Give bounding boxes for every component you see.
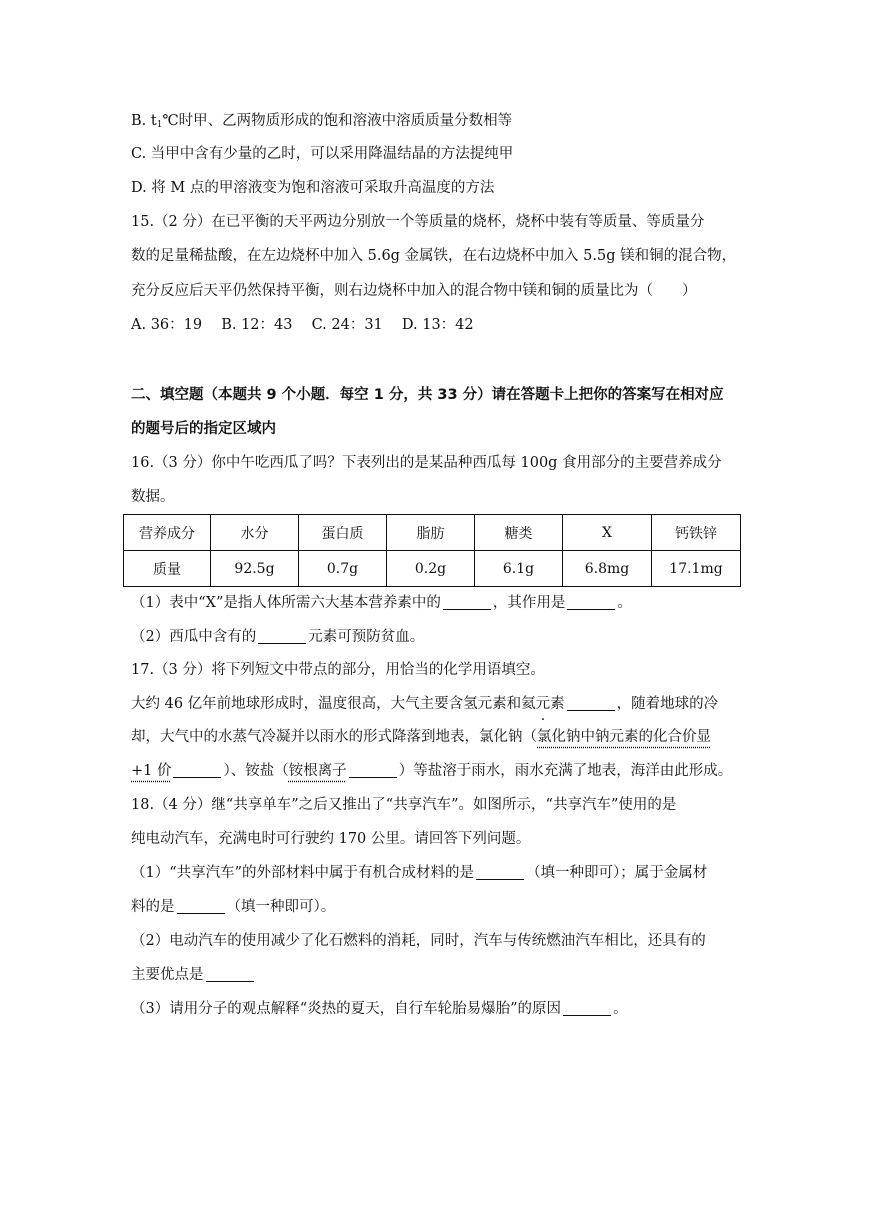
- table-cell: 质量: [124, 551, 211, 587]
- q15-line-2: 数的足量稀盐酸，在左边烧杯中加入 5.6g 金属铁，在右边烧杯中加入 5.5g 镁和铜的混合物，: [131, 248, 737, 264]
- q18-line-1: 18.（4 分）继“共享单车”之后又推出了“共享汽车”。如图所示，“共享汽车”使用的是: [131, 797, 677, 813]
- table-cell: 6.1g: [475, 551, 563, 587]
- table-cell: 0.2g: [387, 551, 475, 587]
- q18-part-3: （3）请用分子的观点解释“炎热的夏天，自行车轮胎易爆胎”的原因 。: [131, 1001, 628, 1017]
- table-header-row: [124, 515, 741, 551]
- q16-part-1: （1）表中“X”是指人体所需六大基本营养素中的 ，其作用是 。: [131, 595, 632, 611]
- table-cell: 0.7g: [299, 551, 387, 587]
- q18-part-1: （1）“共享汽车”的外部材料中属于有机合成材料的是 （填一种即可）；属于金属材: [131, 865, 708, 881]
- q14-option-d: D. 将 M 点的甲溶液变为饱和溶液可采取升高温度的方法: [131, 180, 495, 196]
- table-cell: 蛋白质: [299, 515, 387, 551]
- q17-line-1: 17.（3 分）将下列短文中带点的部分，用恰当的化学用语填空。: [131, 662, 545, 678]
- table-cell: 营养成分: [124, 515, 211, 551]
- q15-line-1: 15.（2 分）在已平衡的天平两边分别放一个等质量的烧杯，烧杯中装有等质量、等质量分: [131, 214, 705, 230]
- dotted-text: +1 价: [131, 763, 172, 779]
- table-row: [124, 551, 741, 587]
- table-cell: 脂肪: [387, 515, 475, 551]
- section-2-heading-line-1: 二、填空题（本题共 9 个小题．每空 1 分，共 33 分）请在答题卡上把你的答案写在相对应: [131, 387, 724, 403]
- answer-blank[interactable]: [349, 763, 397, 778]
- answer-blank[interactable]: [173, 763, 221, 778]
- dotted-text: 氦元素: [521, 696, 565, 712]
- table-cell: 17.1mg: [652, 551, 741, 587]
- answer-blank[interactable]: [567, 595, 615, 610]
- table-cell: 糖类: [475, 515, 563, 551]
- q18-part-2-cont: 主要优点是: [131, 965, 256, 985]
- answer-blank[interactable]: [258, 629, 306, 644]
- dotted-text: 铵根离子: [288, 763, 347, 779]
- answer-blank[interactable]: [177, 899, 225, 914]
- table-cell: 92.5g: [211, 551, 299, 587]
- q16-line-2: 数据。: [131, 489, 175, 505]
- table-cell: 水分: [211, 515, 299, 551]
- q15-line-3: 充分反应后天平仍然保持平衡，则右边烧杯中加入的混合物中镁和铜的质量比为（ ）: [131, 283, 697, 299]
- answer-blank[interactable]: [563, 1001, 611, 1016]
- answer-blank[interactable]: [476, 865, 524, 880]
- answer-blank[interactable]: [567, 696, 615, 711]
- q18-line-2: 纯电动汽车，充满电时可行驶约 170 公里。请回答下列问题。: [131, 831, 531, 847]
- q17-line-2: 大约 46 亿年前地球形成时，温度很高，大气主要含氢元素和氦元素 ，随着地球的冷: [131, 696, 719, 712]
- table-cell: X: [563, 515, 652, 551]
- q15-options: A. 36：19 B. 12：43 C. 24：31 D. 13：42: [131, 317, 474, 333]
- answer-blank[interactable]: [206, 967, 254, 982]
- nutrition-table: [123, 514, 741, 587]
- q18-part-2: （2）电动汽车的使用减少了化石燃料的消耗，同时，汽车与传统燃油汽车相比，还具有的: [131, 933, 706, 949]
- q14-option-c: C. 当甲中含有少量的乙时，可以采用降温结晶的方法提纯甲: [131, 146, 514, 162]
- dotted-text: 氯化钠中钠元素的化合价显: [537, 729, 711, 745]
- answer-blank[interactable]: [443, 595, 491, 610]
- q14-option-b: B. $t_1℃$时甲、乙两物质形成的饱和溶液中溶质质量分数相等: [131, 113, 513, 130]
- q18-part-1-cont: 料的是 （填一种即可）。: [131, 899, 336, 915]
- q17-line-3: 却，大气中的水蒸气冷凝并以雨水的形式降落到地表，氯化钠（氯化钠中钠元素的化合价显: [131, 729, 711, 745]
- q16-part-2: （2）西瓜中含有的 元素可预防贫血。: [131, 629, 425, 645]
- q16-line-1: 16.（3 分）你中午吃西瓜了吗？下表列出的是某品种西瓜每 100g 食用部分的主要营养成分: [131, 455, 722, 471]
- q17-line-4: +1 价 ）、铵盐（铵根离子 ）等盐溶于雨水，雨水充满了地表，海洋由此形成。: [131, 763, 733, 779]
- table-cell: 6.8mg: [563, 551, 652, 587]
- table-cell: 钙铁锌: [652, 515, 741, 551]
- section-2-heading-line-2: 的题号后的指定区域内: [131, 421, 276, 437]
